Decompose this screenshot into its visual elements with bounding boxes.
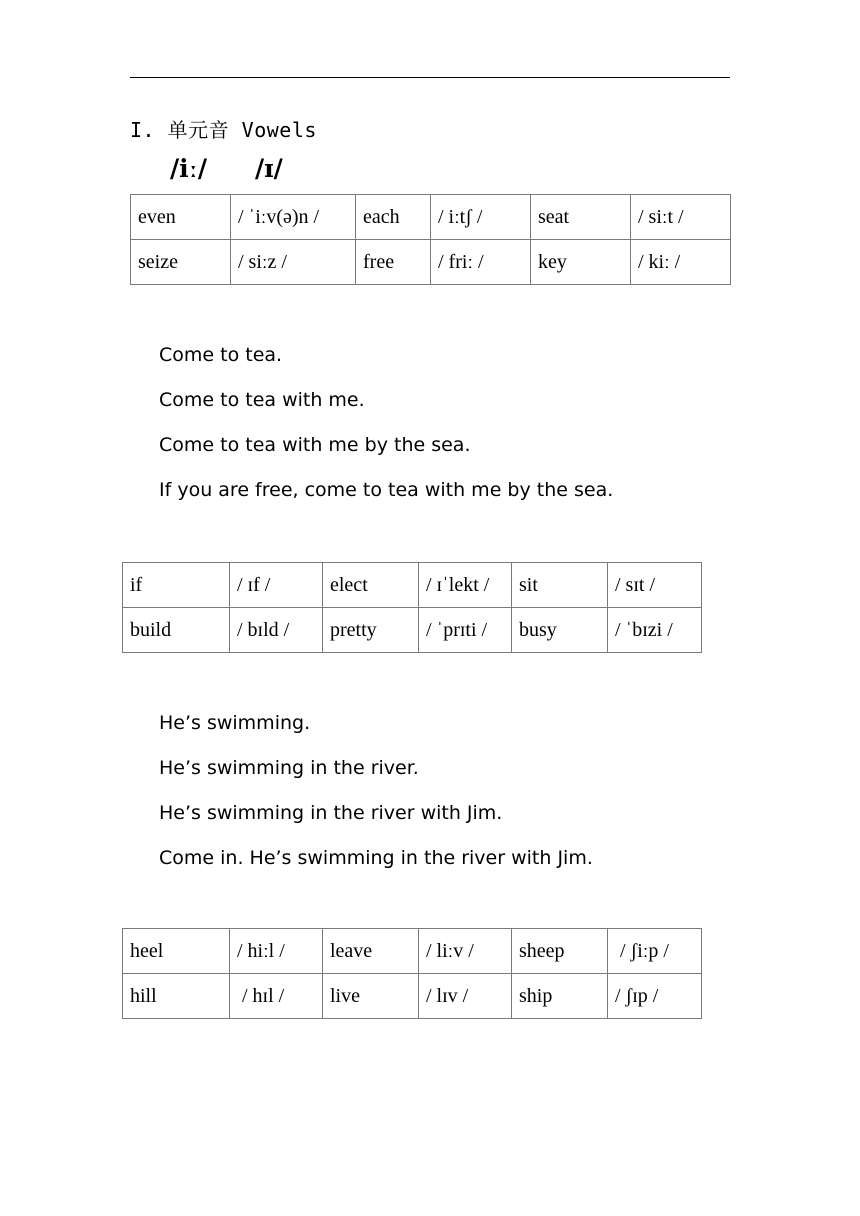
- word-cell: ship: [512, 974, 608, 1019]
- word-table-long-i: [130, 194, 731, 285]
- ipa-cell: / ˈbɪzi /: [608, 608, 702, 653]
- ipa-cell: / ɪf /: [230, 563, 323, 608]
- practice-line: Come to tea with me.: [159, 389, 365, 411]
- header-rule: [130, 77, 730, 78]
- ipa-cell: / ʃiːp /: [608, 929, 702, 974]
- ipa-cell: / bɪld /: [230, 608, 323, 653]
- practice-line: Come to tea with me by the sea.: [159, 434, 471, 456]
- ipa-cell: / ˈprɪti /: [419, 608, 512, 653]
- word-cell: free: [356, 240, 431, 285]
- ipa-cell: / siːt /: [631, 195, 731, 240]
- practice-line: If you are free, come to tea with me by the sea.: [159, 479, 614, 501]
- word-cell: if: [123, 563, 230, 608]
- word-cell: leave: [323, 929, 419, 974]
- ipa-cell: / lɪv /: [419, 974, 512, 1019]
- word-cell: seize: [131, 240, 231, 285]
- word-cell: key: [531, 240, 631, 285]
- ipa-cell: / siːz /: [231, 240, 356, 285]
- practice-line: He’s swimming.: [159, 712, 311, 734]
- word-cell: hill: [123, 974, 230, 1019]
- word-cell: sit: [512, 563, 608, 608]
- practice-line: Come in. He’s swimming in the river with Jim.: [159, 847, 593, 869]
- word-cell: each: [356, 195, 431, 240]
- ipa-cell: / ʃɪp /: [608, 974, 702, 1019]
- ipa-cell: / sɪt /: [608, 563, 702, 608]
- word-cell: heel: [123, 929, 230, 974]
- word-cell: even: [131, 195, 231, 240]
- ipa-cell: / ˈiːv(ə)n /: [231, 195, 356, 240]
- word-table-short-i: [122, 562, 702, 653]
- word-cell: elect: [323, 563, 419, 608]
- ipa-cell: / ɪˈlekt /: [419, 563, 512, 608]
- practice-line: He’s swimming in the river.: [159, 757, 419, 779]
- practice-sentences-long-i: [159, 333, 613, 513]
- phoneme-long-i: /iː/: [170, 154, 207, 183]
- table-row: [123, 974, 702, 1019]
- word-cell: build: [123, 608, 230, 653]
- word-cell: pretty: [323, 608, 419, 653]
- word-cell: sheep: [512, 929, 608, 974]
- table-row: [123, 563, 702, 608]
- table-row: [123, 608, 702, 653]
- word-cell: live: [323, 974, 419, 1019]
- table-row: [131, 240, 731, 285]
- section-heading: I. 单元音 Vowels: [130, 118, 317, 142]
- ipa-cell: / hɪl /: [230, 974, 323, 1019]
- word-cell: seat: [531, 195, 631, 240]
- table-row: [131, 195, 731, 240]
- ipa-cell: / kiː /: [631, 240, 731, 285]
- table-row: [123, 929, 702, 974]
- phoneme-symbols: [170, 154, 283, 183]
- ipa-cell: / hiːl /: [230, 929, 323, 974]
- practice-line: Come to tea.: [159, 344, 283, 366]
- ipa-cell: / iːtʃ /: [431, 195, 531, 240]
- practice-sentences-short-i: [159, 701, 593, 881]
- word-cell: busy: [512, 608, 608, 653]
- ipa-cell: / liːv /: [419, 929, 512, 974]
- phoneme-short-i: /ɪ/: [255, 154, 283, 183]
- ipa-cell: / friː /: [431, 240, 531, 285]
- word-table-minimal-pairs: [122, 928, 702, 1019]
- practice-line: He’s swimming in the river with Jim.: [159, 802, 503, 824]
